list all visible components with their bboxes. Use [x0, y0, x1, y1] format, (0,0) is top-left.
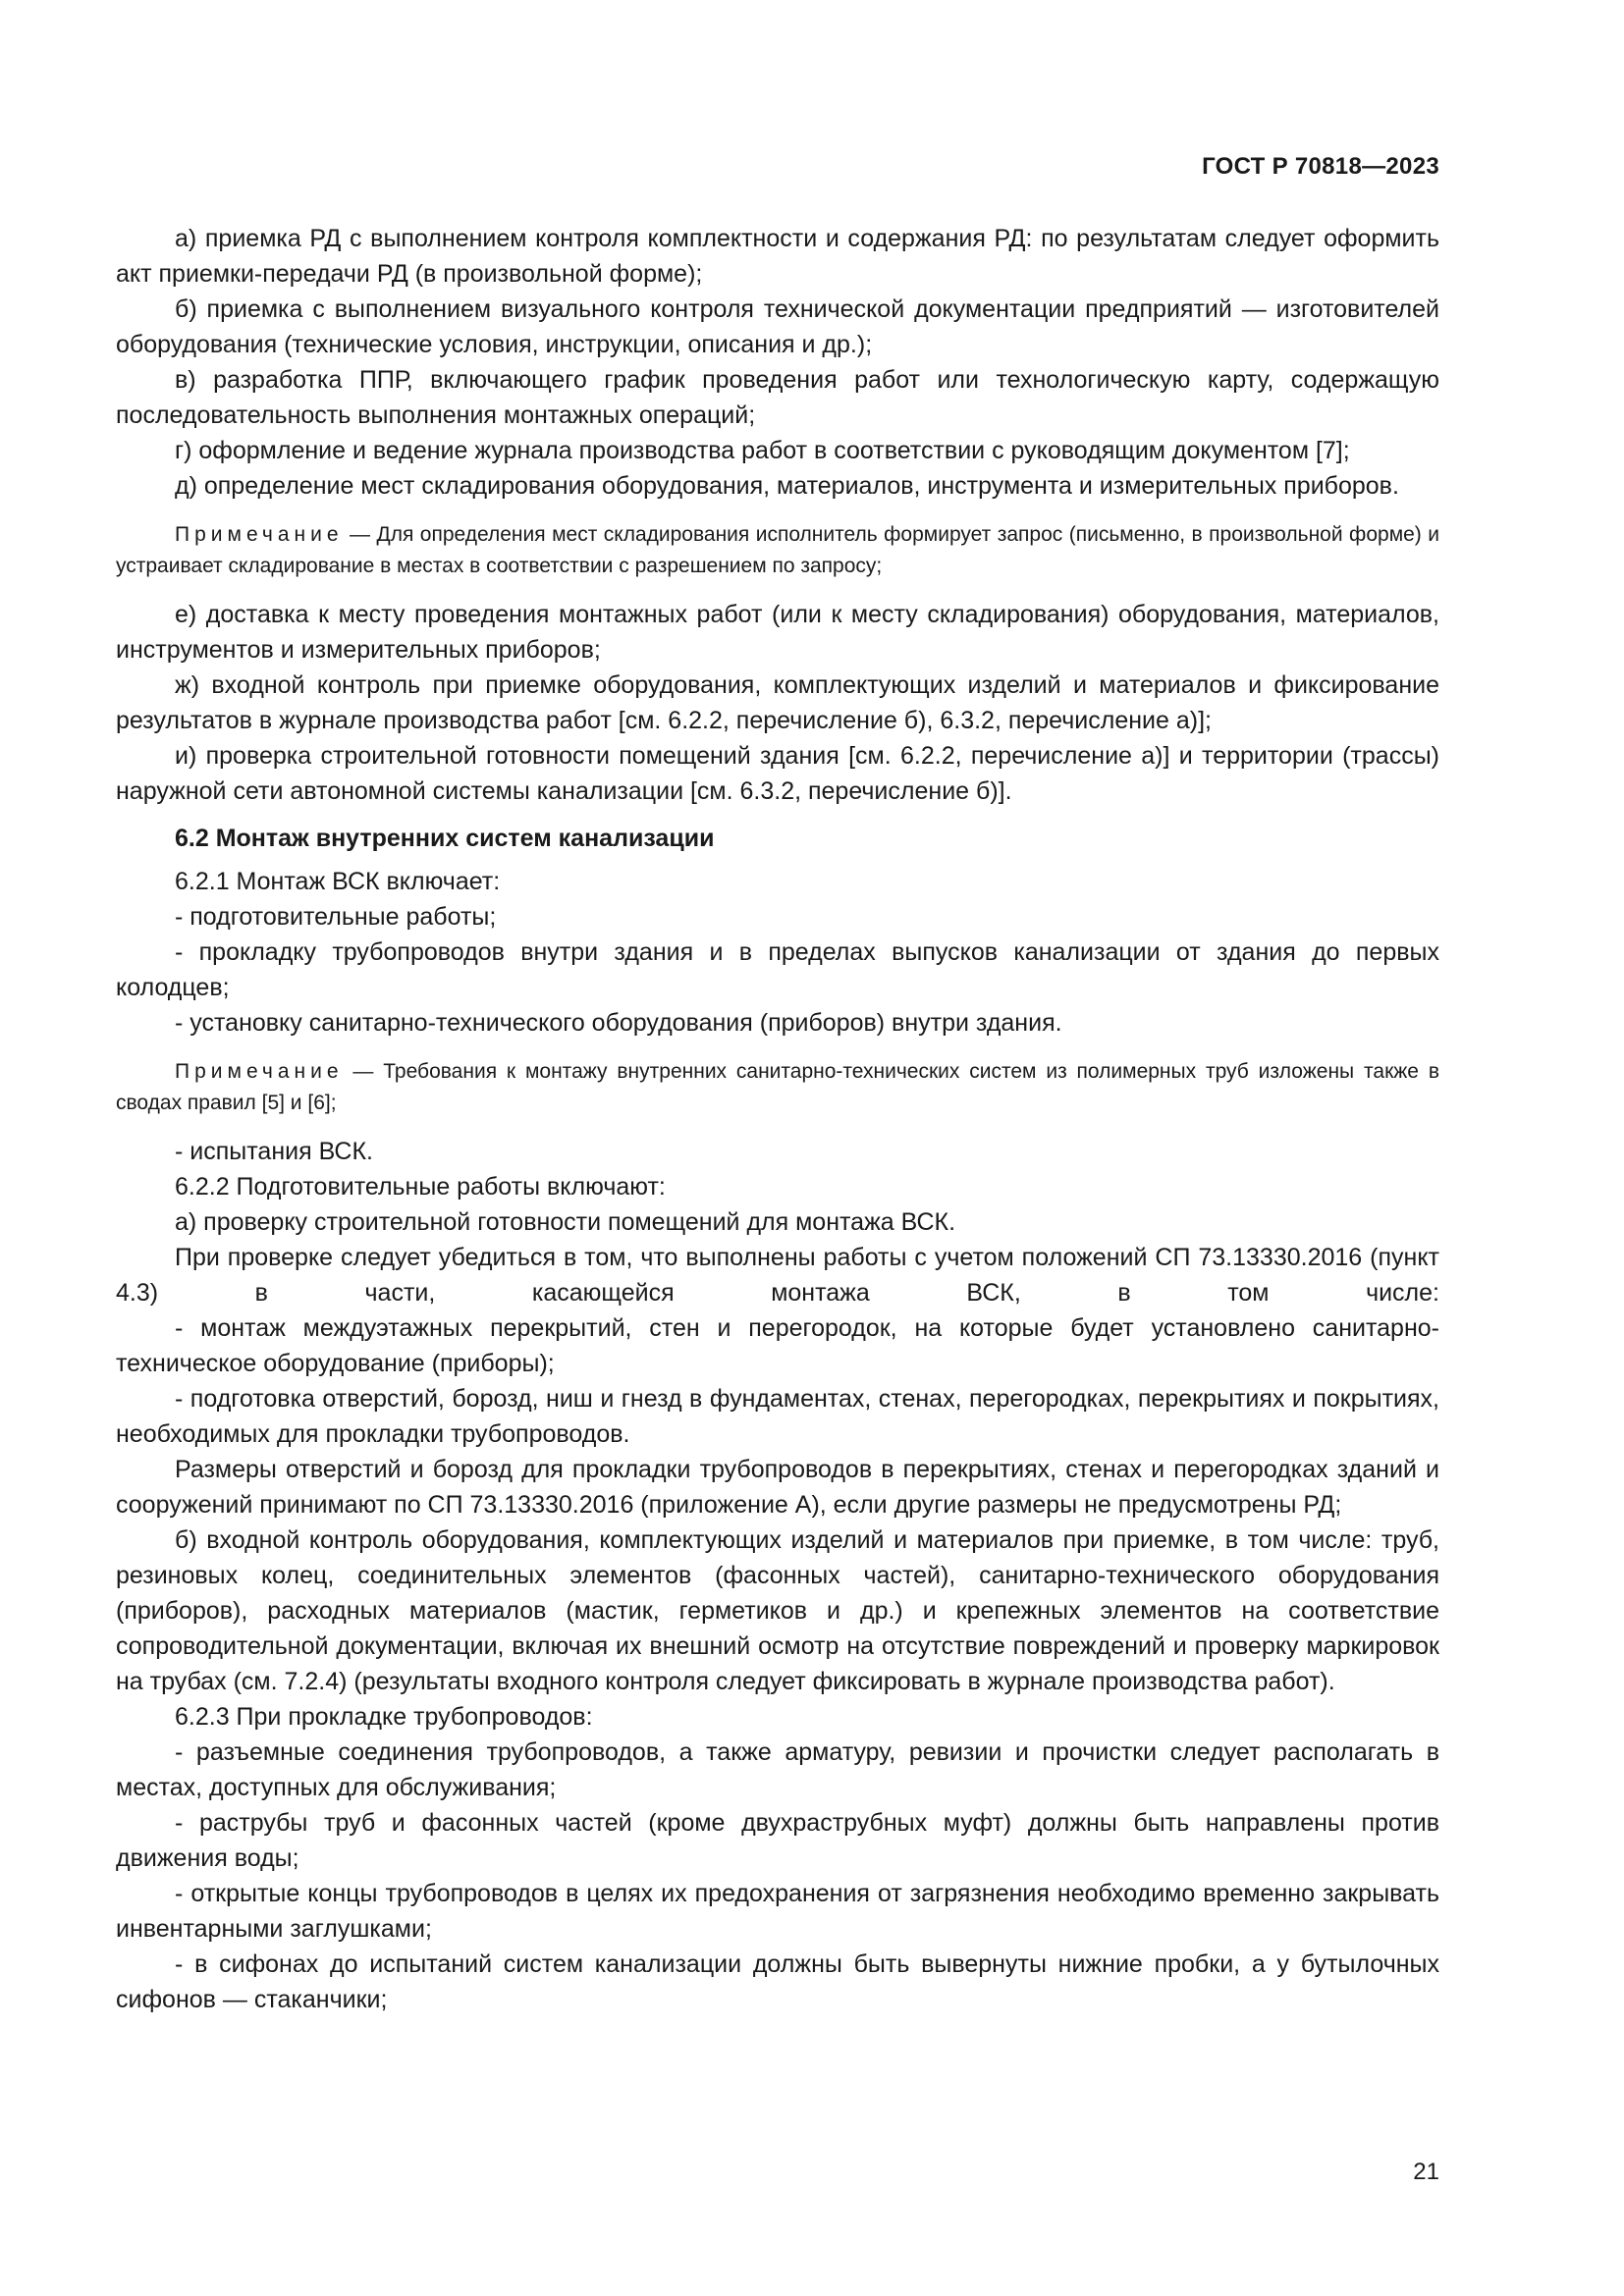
- paragraph: Размеры отверстий и борозд для прокладки трубопроводов в перекрытиях, стенах и перегородках зданий и сооружений принимают по СП 73.13330.2016 (приложение А), если другие размеры не предусмотрены РД;: [116, 1456, 1439, 1519]
- list-item-d: д) определение мест складирования оборудования, материалов, инструмента и измерительных приборов.: [175, 472, 1399, 500]
- document-page: [116, 137, 1439, 2218]
- list-item: - в сифонах до испытаний систем канализации должны быть вывернуты нижние пробки, а у бутылочных сифонов — стаканчики;: [116, 1950, 1439, 2013]
- note-text: — Требования к монтажу внутренних санитарно-технических систем из полимерных труб изложены также в сводах правил [5] и [6];: [116, 1060, 1439, 1114]
- list-item: - установку санитарно-технического оборудования (приборов) внутри здания.: [175, 1009, 1062, 1037]
- list-item: а) проверку строительной готовности помещений для монтажа ВСК.: [175, 1208, 956, 1236]
- list-item: - подготовительные работы;: [175, 903, 497, 931]
- clause-6-2-2: 6.2.2 Подготовительные работы включают:: [175, 1173, 666, 1201]
- list-item-b: б) приемка с выполнением визуального контроля технической документации предприятий — изготовителей оборудования (технические условия, инструкции, описания и др.);: [116, 295, 1439, 358]
- note-text: — Для определения мест складирования исполнитель формирует запрос (письменно, в произвольной форме) и устраивает складирование в местах в соответствии с разрешением по запросу;: [116, 523, 1439, 577]
- paragraph: При проверке следует убедиться в том, что выполнены работы с учетом положений СП 73.13330.2016 (пункт 4.3) в части, касающейся монтажа ВСК, в том числе:: [116, 1244, 1439, 1307]
- page-number: 21: [1413, 2159, 1439, 2185]
- list-item: - испытания ВСК.: [175, 1138, 373, 1165]
- list-item: б) входной контроль оборудования, комплектующих изделий и материалов при приемке, в том числе: труб, резиновых колец, соединительных элементов (фасонных частей), санитарно-технического оборудования (приборов), расходных материалов (мастик, герметиков и др.) и крепежных элементов на соответствие сопроводительной документации, включая их внешний осмотр на отсутствие повреждений и проверку маркировок на трубах (см. 7.2.4) (результаты входного контроля следует фиксировать в журнале производства работ).: [116, 1526, 1439, 1695]
- document-code: ГОСТ Р 70818—2023: [1202, 153, 1439, 180]
- clause-6-2-1: 6.2.1 Монтаж ВСК включает:: [175, 868, 501, 895]
- list-item-i: и) проверка строительной готовности помещений здания [см. 6.2.2, перечисление а)] и территории (трассы) наружной сети автономной системы канализации [см. 6.3.2, перечисление б)].: [116, 742, 1439, 805]
- note-storage: [116, 519, 1439, 582]
- list-item: - разъемные соединения трубопроводов, а также арматуру, ревизии и прочистки следует располагать в местах, доступных для обслуживания;: [116, 1738, 1439, 1801]
- note-label: Примечание: [175, 523, 344, 546]
- note-polymer-pipes: [116, 1056, 1439, 1119]
- list-item-zh: ж) входной контроль при приемке оборудования, комплектующих изделий и материалов и фиксирование результатов в журнале производства работ [см. 6.2.2, перечисление б), 6.3.2, перечисление а)];: [116, 671, 1439, 734]
- note-label: Примечание: [175, 1060, 344, 1083]
- list-item-g: г) оформление и ведение журнала производства работ в соответствии с руководящим документом [7];: [175, 437, 1350, 464]
- list-item: - прокладку трубопроводов внутри здания и в пределах выпусков канализации от здания до первых колодцев;: [116, 938, 1439, 1001]
- list-item: - раструбы труб и фасонных частей (кроме двухраструбных муфт) должны быть направлены против движения воды;: [116, 1809, 1439, 1872]
- page-content: [116, 221, 1439, 2017]
- list-item-a: а) приемка РД с выполнением контроля комплектности и содержания РД: по результатам следует оформить акт приемки-передачи РД (в произвольной форме);: [116, 225, 1439, 288]
- list-item-v: в) разработка ППР, включающего график проведения работ или технологическую карту, содержащую последовательность выполнения монтажных операций;: [116, 366, 1439, 429]
- list-item: - монтаж междуэтажных перекрытий, стен и перегородок, на которые будет установлено санитарно-техническое оборудование (приборы);: [116, 1314, 1439, 1377]
- list-item-e: е) доставка к месту проведения монтажных работ (или к месту складирования) оборудования, материалов, инструментов и измерительных приборов;: [116, 601, 1439, 664]
- list-item: - подготовка отверстий, борозд, ниш и гнезд в фундаментах, стенах, перегородках, перекрытиях и покрытиях, необходимых для прокладки трубопроводов.: [116, 1385, 1439, 1448]
- clause-6-2-3: 6.2.3 При прокладке трубопроводов:: [175, 1703, 593, 1731]
- list-item: - открытые концы трубопроводов в целях их предохранения от загрязнения необходимо временно закрывать инвентарными заглушками;: [116, 1880, 1439, 1943]
- section-heading: 6.2 Монтаж внутренних систем канализации: [175, 825, 715, 852]
